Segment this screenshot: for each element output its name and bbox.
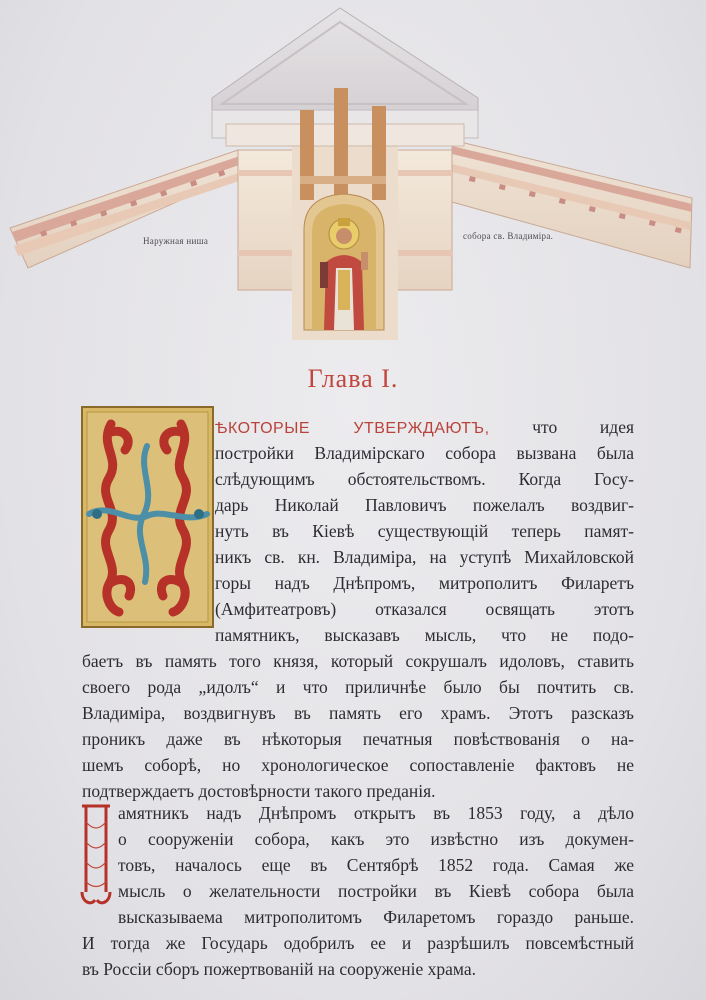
paragraph-1-line-3: слѣдующимъ обстоятельствомъ. Когда Госу- bbox=[215, 469, 634, 489]
paragraph-1-line-15: подтверждаетъ достовѣрности такого преданія. bbox=[82, 781, 436, 801]
paragraph-1-line-11: своего рода „идолъ“ и что приличнѣе было бы почтить св. bbox=[82, 677, 634, 697]
paragraph-1-line-9: памятникъ, высказавъ мысль, что не подо- bbox=[215, 625, 634, 645]
paragraph-1-line-5: нуть въ Кіевѣ существующій теперь памят- bbox=[215, 521, 634, 541]
paragraph-1-line-6: никъ св. кн. Владиміра, на уступѣ Михайловской bbox=[215, 547, 634, 567]
paragraph-2-line-2: о сооруженіи собора, какъ это извѣстно изъ докумен- bbox=[118, 829, 634, 849]
paragraph-1-first-line bbox=[215, 414, 634, 442]
paragraph-2-line-1: амятникъ надъ Днѣпромъ открытъ въ 1853 году, а дѣло bbox=[118, 803, 634, 823]
right-wing bbox=[452, 140, 692, 268]
saint-icon-niche bbox=[304, 194, 384, 330]
paragraph-2-line-6: И тогда же Государь одобрилъ ее и разрѣшилъ повсемѣстный bbox=[82, 933, 634, 953]
paragraph-1-line-1: что идея bbox=[532, 417, 635, 437]
opening-words: ѢКОТОРЫЕ УТВЕРЖДАЮТЪ, bbox=[215, 420, 490, 437]
paragraph-1-line-7: горы надъ Днѣпромъ, митрополитъ Филаретъ bbox=[215, 573, 634, 593]
paragraph-2-line-5: высказываема митрополитомъ Филаретомъ гораздо раньше. bbox=[118, 907, 634, 927]
decorative-initial-p bbox=[79, 802, 113, 909]
paragraph-1-line-10: баетъ въ память того князя, который сокрушалъ идоловъ, ставить bbox=[82, 651, 634, 671]
paragraph-1-line-8: (Амфитеатровъ) отказался освящать этотъ bbox=[215, 599, 634, 619]
paragraph-2-line-7: въ Россіи сборъ пожертвованій на сооруженіе храма. bbox=[82, 959, 476, 979]
paragraph-1-line-13: проникъ даже въ нѣкоторыя печатныя повѣствованія о на- bbox=[82, 729, 634, 749]
illuminated-initial-n bbox=[81, 406, 214, 628]
paragraph-1-line-2: постройки Владимірскаго собора вызвана была bbox=[215, 443, 634, 463]
left-wing bbox=[10, 150, 244, 268]
paragraph-1-line-12: Владиміра, воздвигнувъ въ память его храмъ. Этотъ разсказъ bbox=[82, 703, 634, 723]
paragraph-1-line-4: дарь Николай Павловичъ пожелалъ воздвиг- bbox=[215, 495, 634, 515]
paragraph-1-line-14: шемъ соборѣ, но хронологическое сопоставленіе фактовъ не bbox=[82, 755, 634, 775]
illustration-caption-right: собора св. Владиміра. bbox=[463, 231, 554, 241]
paragraph-2-line-4: мысль о желательности постройки въ Кіевѣ собора была bbox=[118, 881, 634, 901]
cathedral-niche-illustration bbox=[0, 0, 706, 340]
chapter-title: Глава I. bbox=[307, 364, 399, 393]
paragraph-2-line-3: товъ, началось еще въ Сентябрѣ 1852 года. Самая же bbox=[118, 855, 634, 875]
illustration-caption-left: Наружная ниша bbox=[143, 236, 209, 246]
